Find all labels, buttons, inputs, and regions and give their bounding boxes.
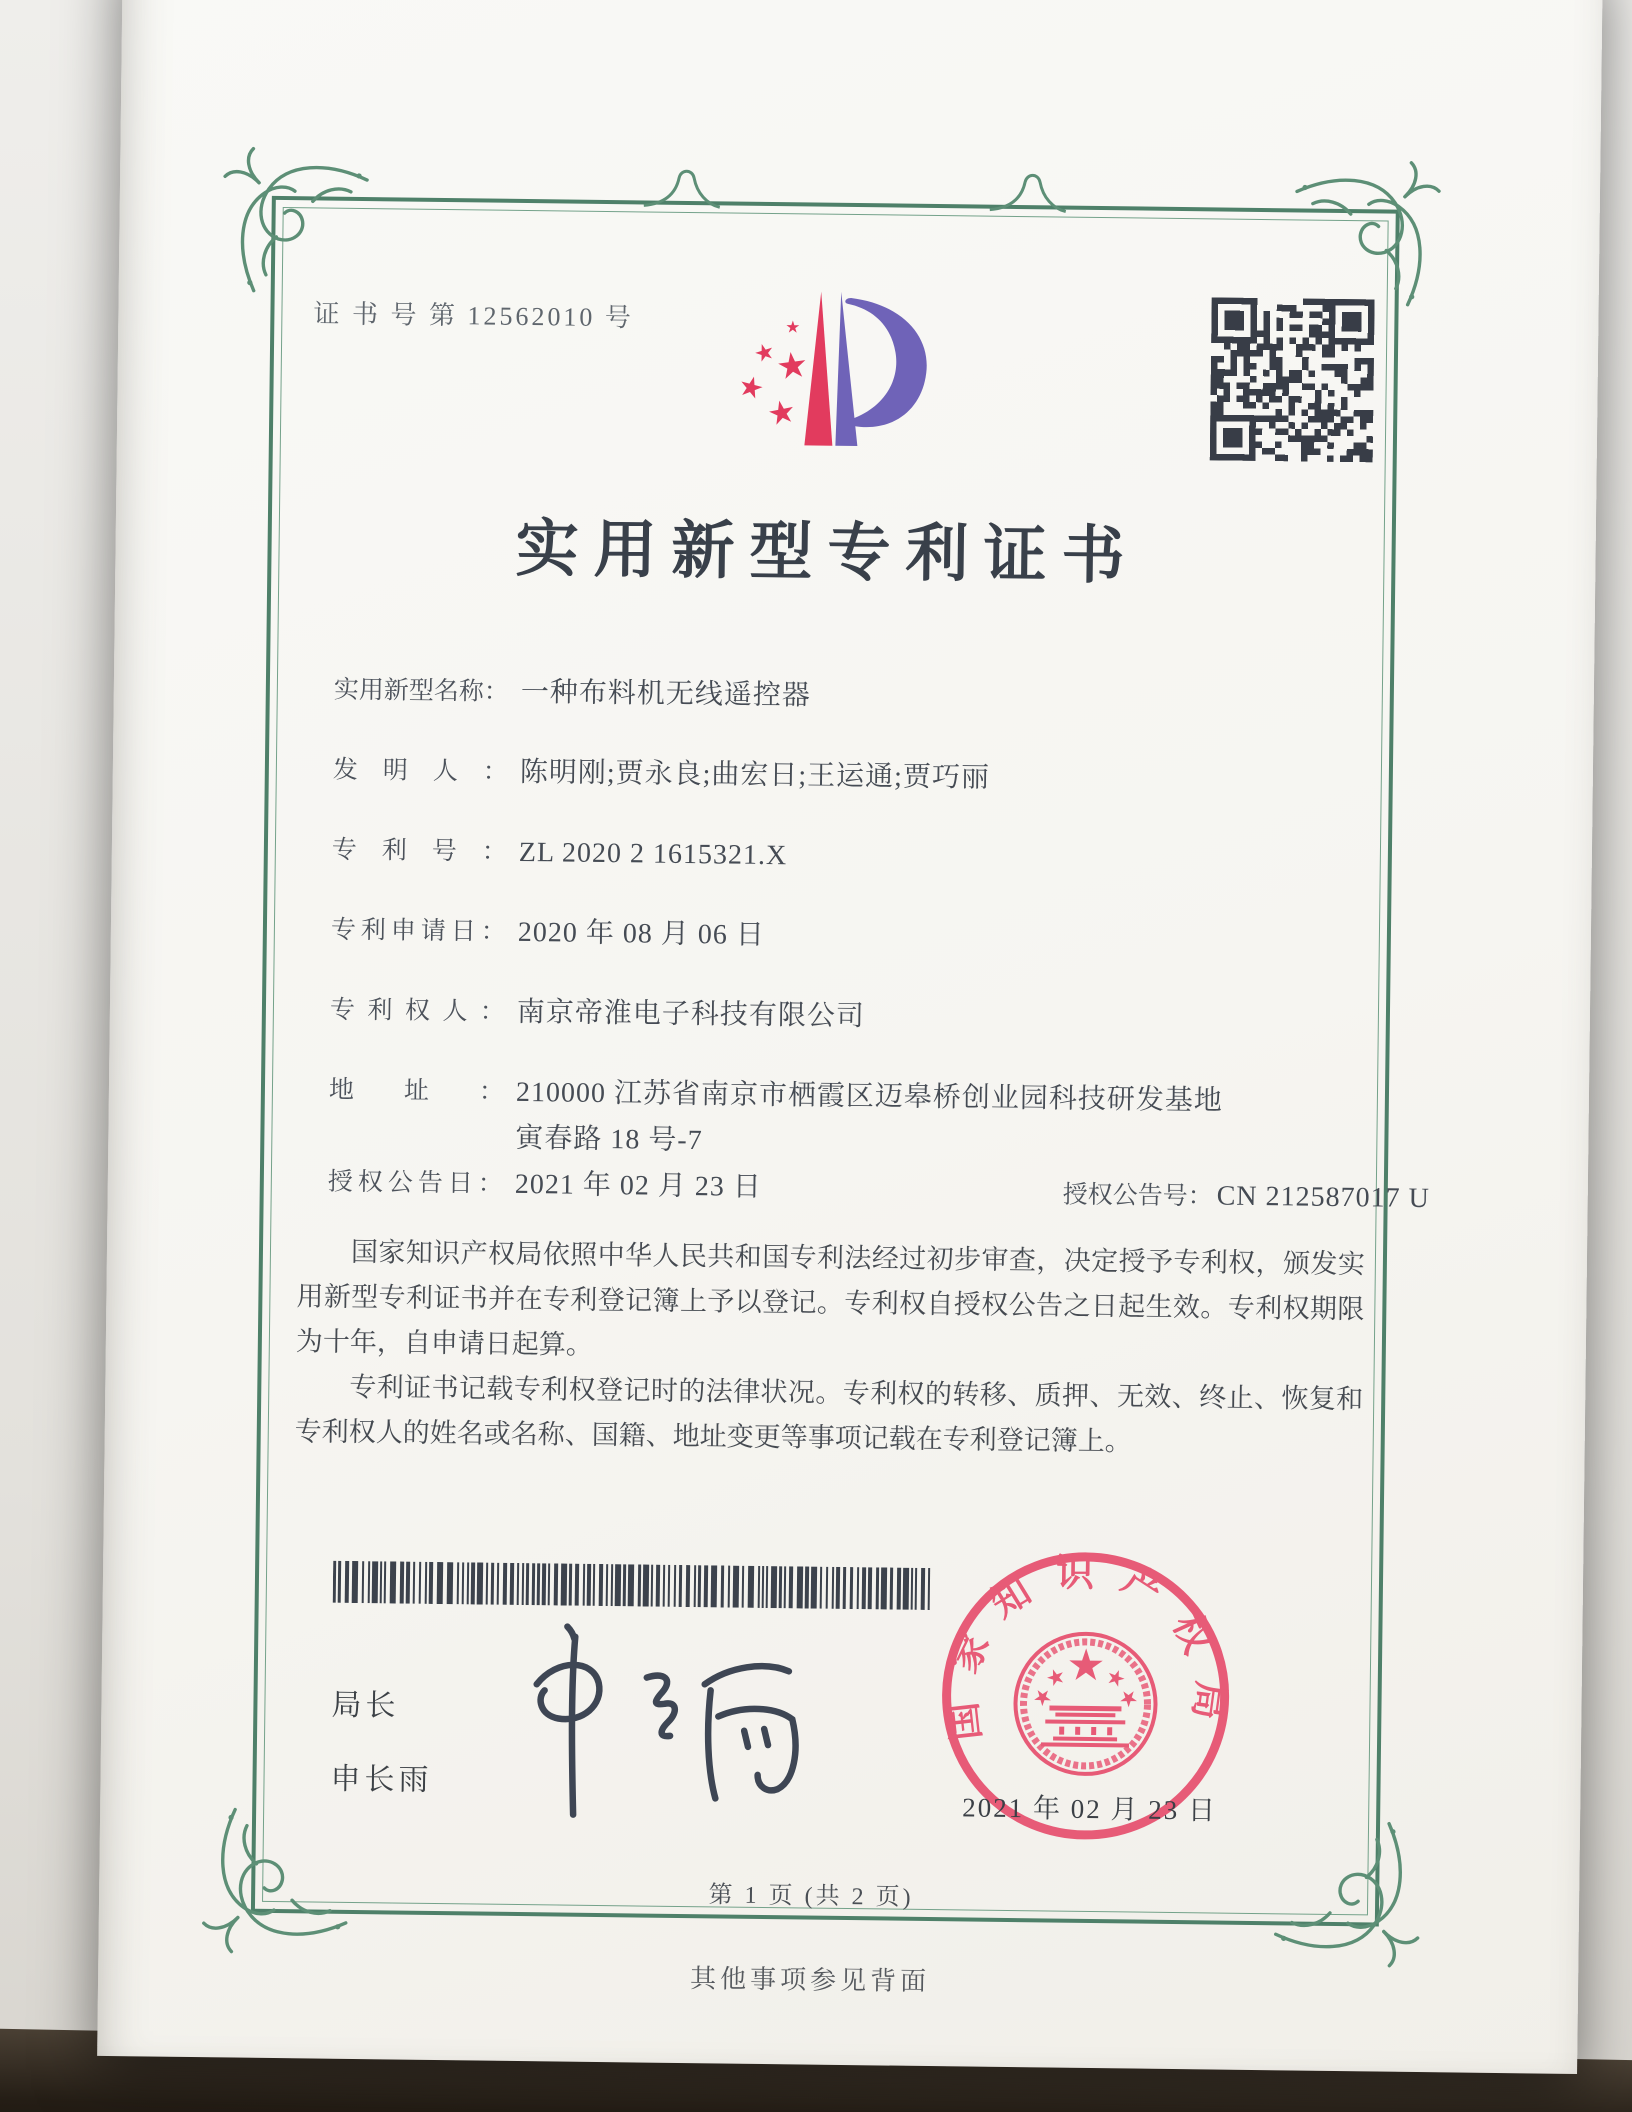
field-value: 一种布料机无线遥控器 bbox=[520, 676, 812, 712]
logo-p-bowl bbox=[844, 298, 928, 428]
field-row-filing-date bbox=[331, 914, 765, 953]
corner-ornament-bottom-left bbox=[195, 1799, 357, 1961]
grant-no-group bbox=[1063, 1175, 1431, 1215]
grant-no-value: CN 212587017 U bbox=[1216, 1180, 1431, 1215]
field-label: 专利号： bbox=[331, 836, 508, 866]
page-number: 第 1 页 (共 2 页) bbox=[708, 1882, 914, 1911]
corner-ornament-top-right bbox=[1286, 153, 1448, 315]
seal-arc-text: 国家知识产权局 bbox=[940, 1552, 1232, 1746]
legal-paragraph-1: 国家知识产权局依照中华人民共和国专利法经过初步审查，决定授予专利权，颁发实用新型专利证书并在专利登记簿上予以登记。专利权自授权公告之日起生效。专利权期限为十年，自申请日起算。 bbox=[295, 1236, 1366, 1360]
certificate-paper bbox=[97, 0, 1603, 2074]
logo-stars bbox=[738, 320, 808, 426]
field-row-address bbox=[328, 1074, 1223, 1165]
grant-date-value: 2021 年 02 月 23 日 bbox=[514, 1168, 763, 1203]
director-signature bbox=[495, 1618, 817, 1822]
corner-ornament-top-left bbox=[216, 140, 378, 302]
barcode bbox=[333, 1561, 938, 1610]
director-title: 局长 bbox=[331, 1688, 400, 1723]
field-label: 专利申请日： bbox=[330, 916, 507, 946]
director-name: 申长雨 bbox=[330, 1762, 433, 1797]
logo-spike bbox=[804, 291, 834, 445]
national-emblem bbox=[1015, 1633, 1157, 1775]
field-label: 专利权人： bbox=[329, 996, 506, 1026]
cnipa-logo-icon bbox=[697, 266, 934, 469]
legal-paragraph-2: 专利证书记载专利权登记时的法律状况。专利权的转移、质押、无效、终止、恢复和专利权人的姓名或名称、国籍、地址变更等事项记载在专利登记簿上。 bbox=[294, 1371, 1364, 1457]
seal-date: 2021 年 02 月 23 日 bbox=[962, 1792, 1218, 1826]
qr-code bbox=[1210, 297, 1375, 462]
field-row-patent-no bbox=[332, 834, 788, 874]
footer-note: 其他事项参见背面 bbox=[689, 1964, 931, 1997]
grant-no-label: 授权公告号： bbox=[1062, 1181, 1213, 1211]
field-label: 地址： bbox=[328, 1076, 505, 1106]
field-value: 陈明刚;贾永良;曲宏日;王运通;贾巧丽 bbox=[519, 756, 991, 794]
grant-date-label: 授权公告日： bbox=[327, 1168, 503, 1198]
legal-text-block bbox=[295, 1229, 1366, 1467]
field-label: 发明人： bbox=[332, 756, 509, 786]
field-value bbox=[515, 1076, 1223, 1165]
field-row-patentee bbox=[330, 994, 865, 1035]
field-label: 实用新型名称： bbox=[333, 676, 510, 706]
field-value: ZL 2020 2 1615321.X bbox=[518, 836, 788, 872]
certificate-number: 证 书 号 第 12562010 号 bbox=[313, 299, 635, 333]
top-edge-scroll-right bbox=[986, 170, 1071, 217]
field-value: 南京帝淮电子科技有限公司 bbox=[516, 996, 866, 1033]
top-edge-scroll-left bbox=[640, 165, 725, 212]
corner-ornament-bottom-right bbox=[1265, 1812, 1427, 1974]
address-line-2: 寅春路 18 号-7 bbox=[515, 1122, 703, 1157]
field-row-name bbox=[334, 674, 811, 714]
certificate-title: 实用新型专利证书 bbox=[515, 513, 1140, 592]
address-line-1: 210000 江苏省南京市栖霞区迈皋桥创业园科技研发基地 bbox=[515, 1076, 1224, 1117]
field-value: 2020 年 08 月 06 日 bbox=[517, 916, 766, 951]
